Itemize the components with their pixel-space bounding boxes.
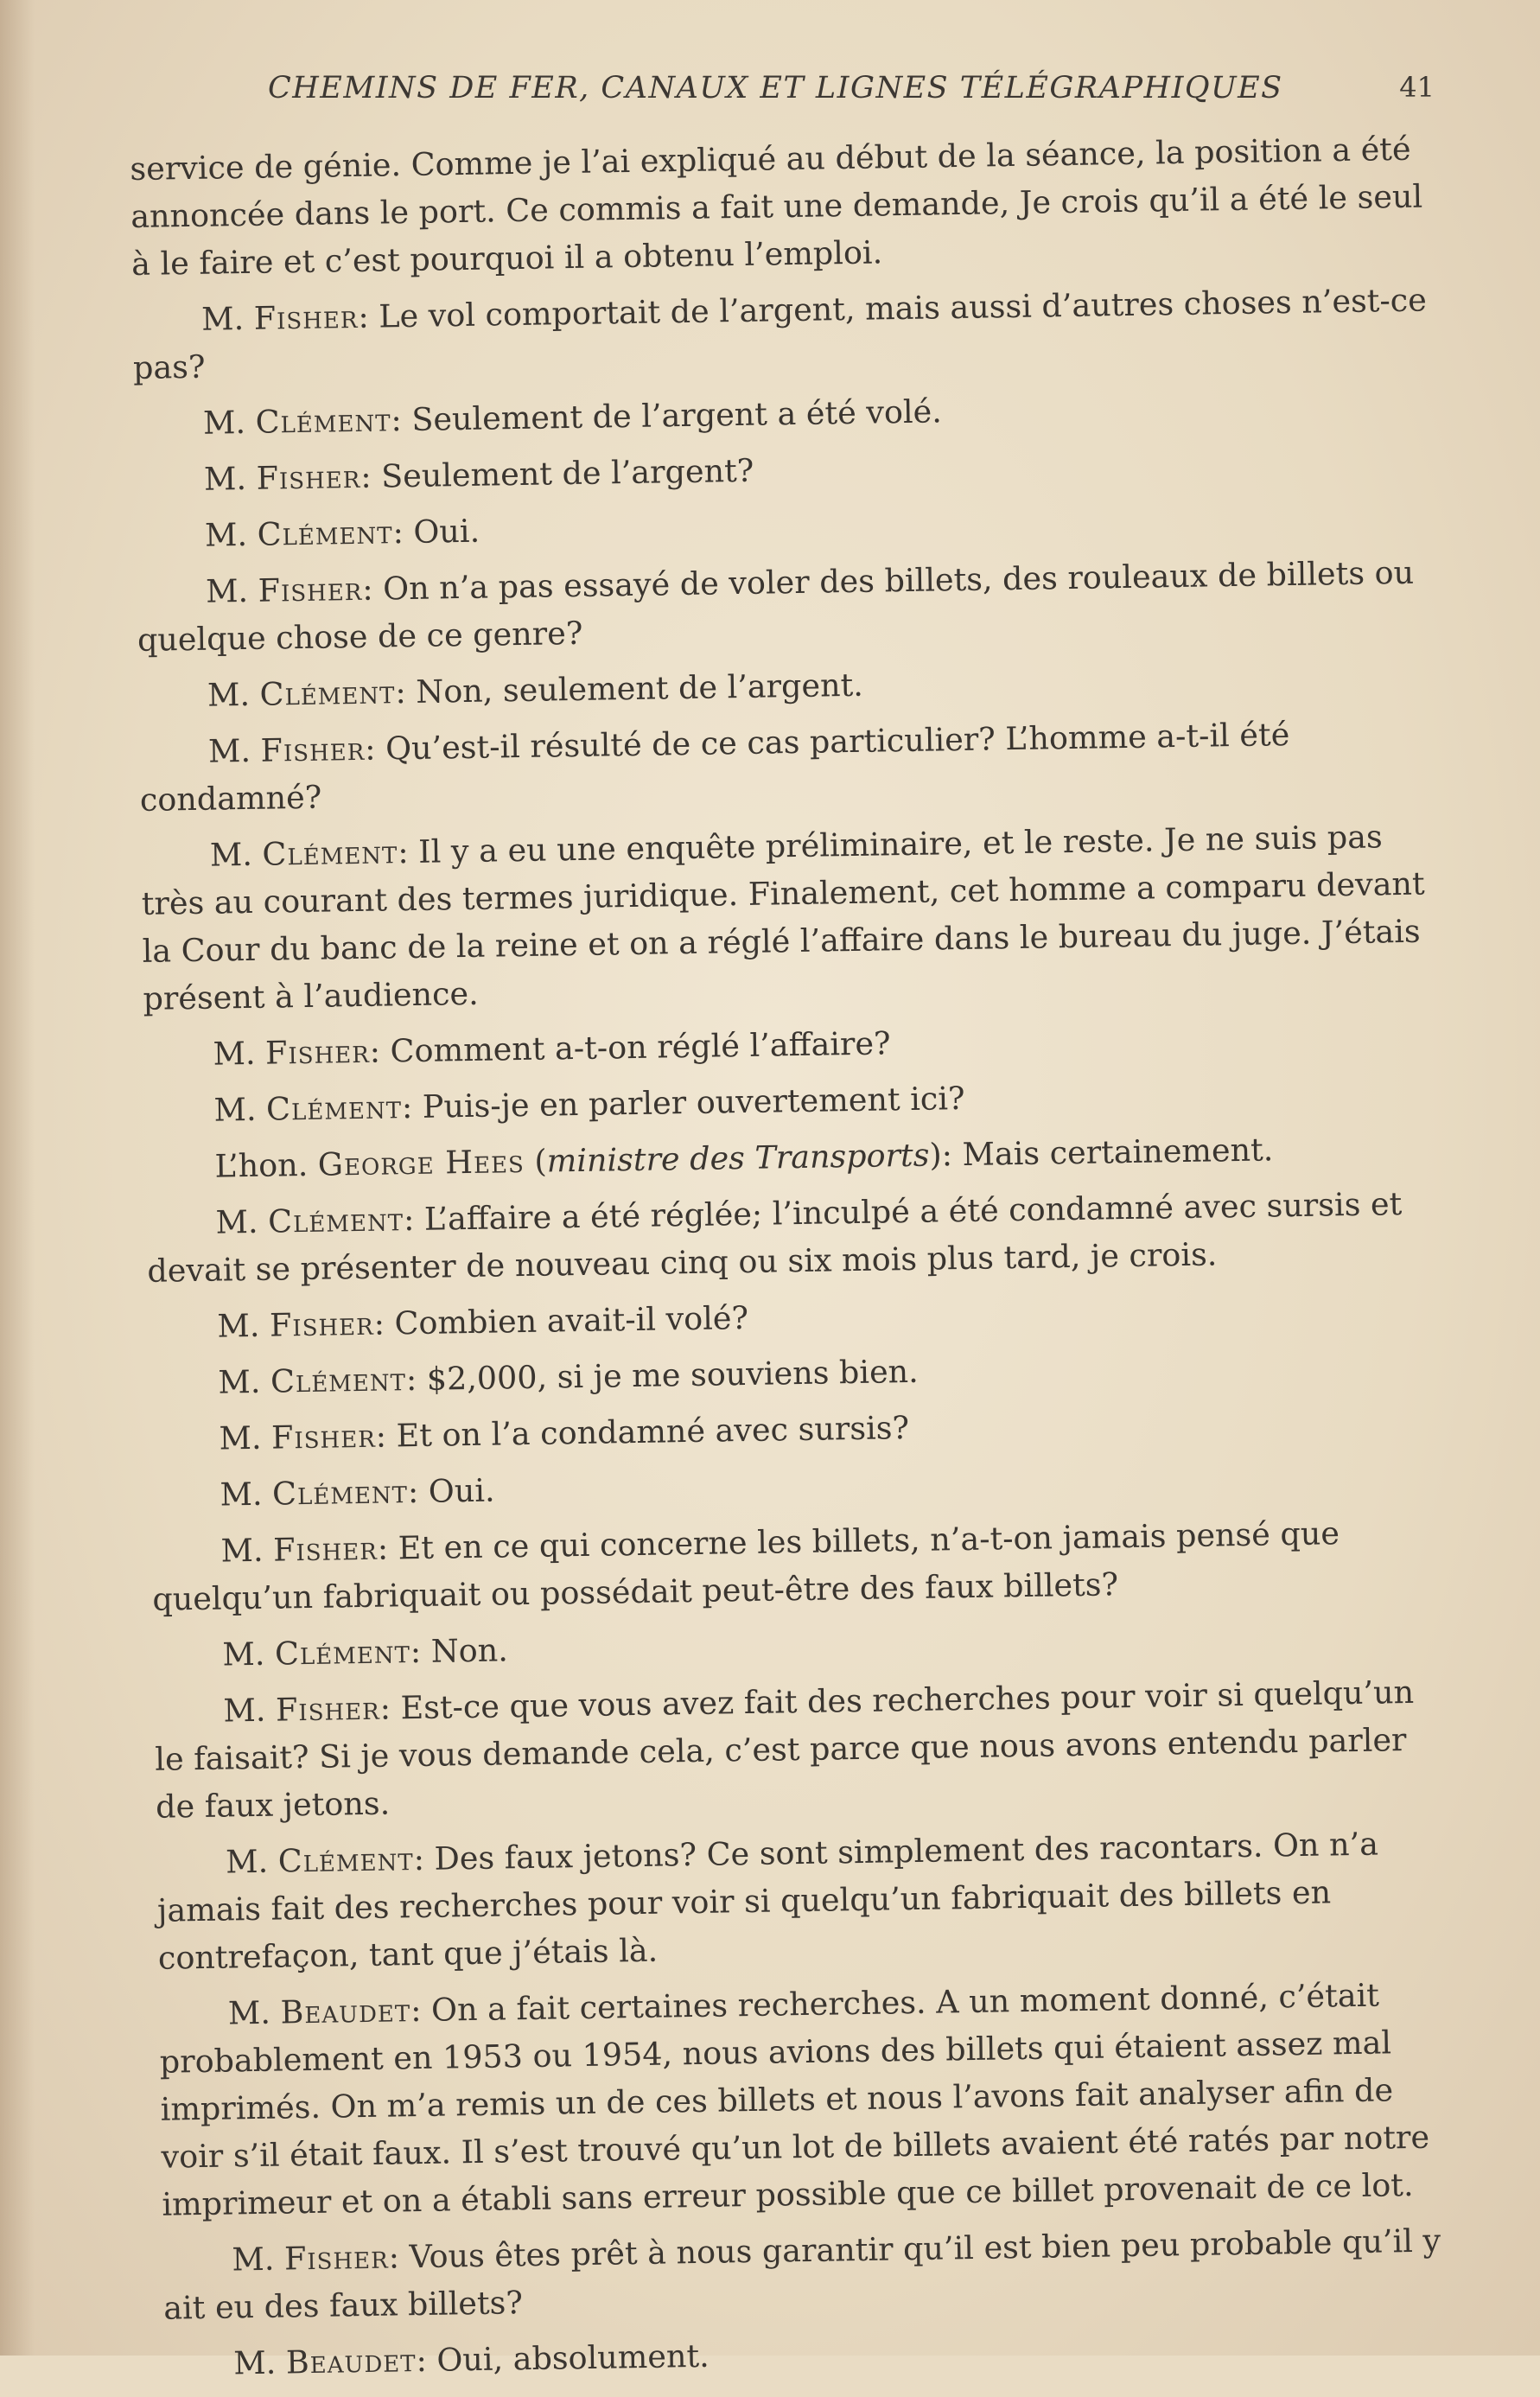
speaker-name: Fisher (283, 2238, 389, 2278)
speaker-name: Beaudet (285, 2342, 417, 2381)
paragraph: M. Clément: Non, seulement de l’argent. (207, 666, 864, 714)
speaker-name: Fisher (272, 1529, 379, 1569)
speaker-name: Clément (271, 1473, 409, 1513)
speaker-name: Fisher (253, 297, 359, 337)
paragraph: M. Clément: L’affaire a été réglée; l’inculpé a été condamné avec sursis et devait se présenter de nouveau cinq ou six mois plus tard, je crois. (147, 1185, 1403, 1290)
paragraph: M. Clément: Oui. (220, 1471, 495, 1514)
binding-shadow (0, 0, 35, 2356)
paragraph: M. Fisher: Le vol comportait de l’argent, mais aussi d’autres choses n’est-ce pas? (132, 281, 1428, 386)
speaker-name: Beaudet (280, 1992, 411, 2031)
paragraph: M. Clément: Puis-je en parler ouvertement ici? (213, 1079, 965, 1129)
paragraph: M. Clément: Il y a eu une enquête préliminaire, et le reste. Je ne suis pas très au courant des termes juridique. Finalement, cet homme a comparu devant la Cour du banc de la reine et on a réglé l’affaire dans le bureau du juge. J’étais présent à l’audience. (141, 818, 1425, 1017)
paragraph: M. Fisher: Et en ce qui concerne les billets, n’a-t-on jamais pensé que quelqu’un fabriquait ou possédait peut-être des faux billets? (152, 1514, 1340, 1618)
paragraph: M. Clément: Oui. (204, 512, 480, 554)
paragraph: M. Fisher: Et on l’a condamné avec sursis? (219, 1409, 910, 1457)
paragraph: M. Clément: $2,000, si je me souviens bien. (218, 1352, 920, 1401)
speaker-name: Fisher (275, 1689, 380, 1729)
paragraph: M. Fisher: On n’a pas essayé de voler des billets, des rouleaux de billets ou quelque chose de ce genre? (137, 553, 1415, 659)
speaker-name: Clément (262, 833, 398, 873)
speaker-role: ministre des Transports (546, 1136, 930, 1180)
paragraph: service de génie. Comme je l’ai expliqué au début de la séance, la position a été annoncée dans le port. Ce commis a fait une demande, Je crois qu’il a été le seul à le faire et c’est pourquoi il a obtenu l’emploi. (130, 130, 1423, 283)
speaker-name: Fisher (264, 1032, 371, 1072)
page-number: 41 (1399, 71, 1435, 104)
speaker-name: Clément (270, 1361, 407, 1400)
speaker-name: Fisher (269, 1304, 375, 1344)
speaker-name: Fisher (270, 1417, 377, 1457)
speaker-name: Clément (274, 1633, 411, 1673)
speaker-name: Fisher (256, 457, 361, 497)
paragraph: M. Clément: Non. (222, 1631, 509, 1673)
paragraph: L’hon. George Hees (ministre des Transports): Mais certainement. (214, 1131, 1274, 1185)
page-header (259, 71, 1435, 123)
speaker-name: Clément (267, 1201, 404, 1240)
speaker-name: Clément (277, 1840, 414, 1880)
speaker-name: Fisher (260, 730, 366, 769)
transcript-body (130, 124, 1461, 2396)
paragraph: M. Beaudet: Oui, absolument. (232, 2336, 710, 2382)
speaker-name: Fisher (258, 570, 363, 609)
speaker-name: Clément (259, 673, 396, 713)
speaker-name: Clément (255, 401, 391, 441)
paragraph: M. Clément: Seulement de l’argent a été volé. (202, 392, 943, 442)
paragraph: M. Fisher: Seulement de l’argent? (203, 451, 754, 498)
paragraph: M. Fisher: Est-ce que vous avez fait des recherches pour voir si quelqu’un le faisait? Si je vous demande cela, c’est parce que nous avons entendu parler de faux jetons. (154, 1673, 1415, 1826)
paragraph: M. Fisher: Qu’est-il résulté de ce cas particulier? L’homme a-t-il été condamné? (139, 716, 1290, 819)
paragraph: M. Fisher: Vous êtes prêt à nous garantir qu’il est bien peu probable qu’il y ait eu des faux billets? (162, 2222, 1441, 2327)
speaker-name: Clément (265, 1088, 403, 1128)
paragraph: M. Clément: Des faux jetons? Ce sont simplement des racontars. On n’a jamais fait des recherches pour voir si quelqu’un fabriquait des billets en contrefaçon, tant que j’étais là. (156, 1825, 1379, 1977)
paragraph: M. Beaudet: On a fait certaines recherches. A un moment donné, c’était probablement en 1953 ou 1954, nous avions des billets qui étaient assez mal imprimés. On m’a remis un de ces billets et nous l’avons fait analyser afin de voir s’il était faux. Il s’est trouvé qu’un lot de billets avaient été ratés par notre imprimeur et on a établi sans erreur possible que ce billet provenait de ce lot. (159, 1976, 1430, 2223)
paragraph: M. Fisher: Comment a-t-on réglé l’affaire? (213, 1024, 891, 1073)
speaker-name: George Hees (317, 1142, 525, 1183)
speaker-name: Clément (257, 513, 393, 553)
running-title: CHEMINS DE FER, CANAUX ET LIGNES TÉLÉGRAPHIQUES (268, 71, 1283, 105)
paragraph: M. Fisher: Combien avait-il volé? (217, 1298, 749, 1345)
